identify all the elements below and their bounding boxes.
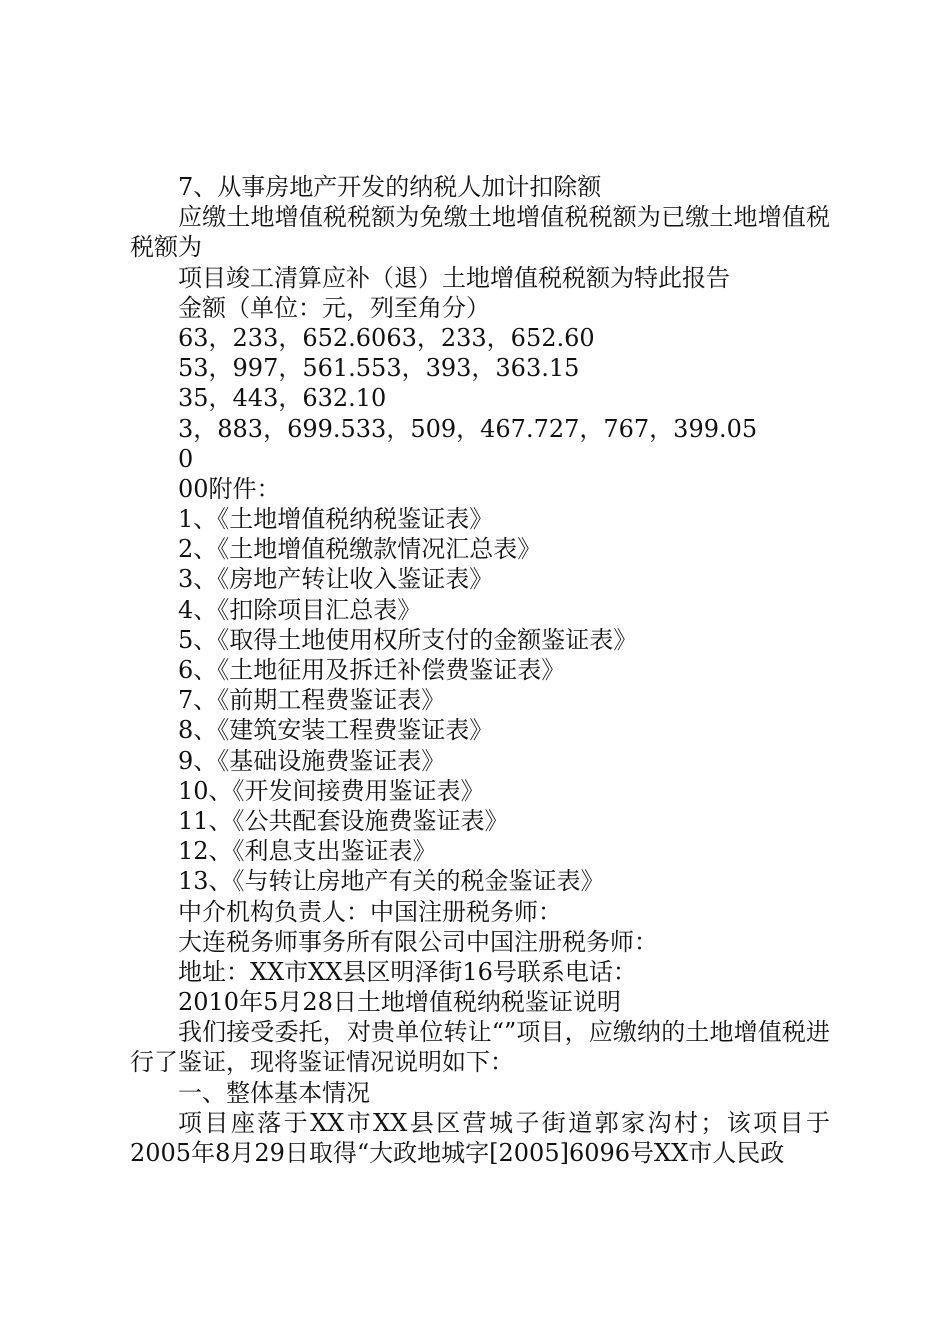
section-heading: 一、整体基本情况 <box>178 1078 370 1107</box>
attachment-item: 11、《公共配套设施费鉴证表》 <box>178 806 509 835</box>
document-body <box>130 172 830 1168</box>
attachment-item: 13、《与转让房地产有关的税金鉴证表》 <box>178 867 605 896</box>
attachment-item: 5、《取得土地使用权所支付的金额鉴证表》 <box>178 625 638 654</box>
attachment-item: 4、《扣除项目汇总表》 <box>178 595 422 624</box>
agency-name-line: 大连税务师事务所有限公司中国注册税务师： <box>178 927 658 956</box>
attachment-item: 1、《土地增值税纳税鉴证表》 <box>178 505 494 534</box>
amount-unit-line: 金额（单位：元，列至角分） <box>178 293 490 322</box>
attachments-heading: 00附件： <box>178 474 281 503</box>
amount-value-line: 53，997，561.553，393，363.15 <box>178 354 580 383</box>
attachment-item: 6、《土地征用及拆迁补偿费鉴证表》 <box>178 656 566 685</box>
attachment-item: 8、《建筑安装工程费鉴证表》 <box>178 716 494 745</box>
amount-value-line: 0 <box>178 444 194 473</box>
amount-value-line: 63，233，652.6063，233，652.60 <box>178 323 595 352</box>
agency-principal-line: 中介机构负责人：中国注册税务师： <box>178 897 562 926</box>
engagement-paragraph: 我们接受委托，对贵单位转让“”项目，应缴纳的土地增值税进行了鉴证，现将鉴证情况说明如下： <box>130 1018 830 1077</box>
attachment-item: 2、《土地增值税缴款情况汇总表》 <box>178 535 542 564</box>
attachment-item: 3、《房地产转让收入鉴证表》 <box>178 565 494 594</box>
settlement-line: 项目竣工清算应补（退）土地增值税税额为特此报告 <box>178 263 730 292</box>
date-title-line: 2010年5月28日土地增值税纳税鉴证说明 <box>178 988 621 1017</box>
amount-value-line: 35，443，632.10 <box>178 384 387 413</box>
attachment-item: 9、《基础设施费鉴证表》 <box>178 746 446 775</box>
attachment-item: 7、《前期工程费鉴证表》 <box>178 686 446 715</box>
project-location-paragraph: 项目座落于XX市XX县区营城子街道郭家沟村；该项目于2005年8月29日取得“大政地城字[2005]6096号XX市人民政 <box>130 1108 830 1168</box>
attachment-item: 10、《开发间接费用鉴证表》 <box>178 776 485 805</box>
address-line: 地址：XX市XX县区明泽街16号联系电话： <box>178 957 637 986</box>
attachment-item: 12、《利息支出鉴证表》 <box>178 837 437 866</box>
amount-value-line: 3，883，699.533，509，467.727，767，399.05 <box>178 414 758 443</box>
deduction-heading: 7、从事房地产开发的纳税人加计扣除额 <box>178 173 602 201</box>
tax-amount-paragraph: 应缴土地增值税税额为免缴土地增值税税额为已缴土地增值税税额为 <box>130 203 830 262</box>
